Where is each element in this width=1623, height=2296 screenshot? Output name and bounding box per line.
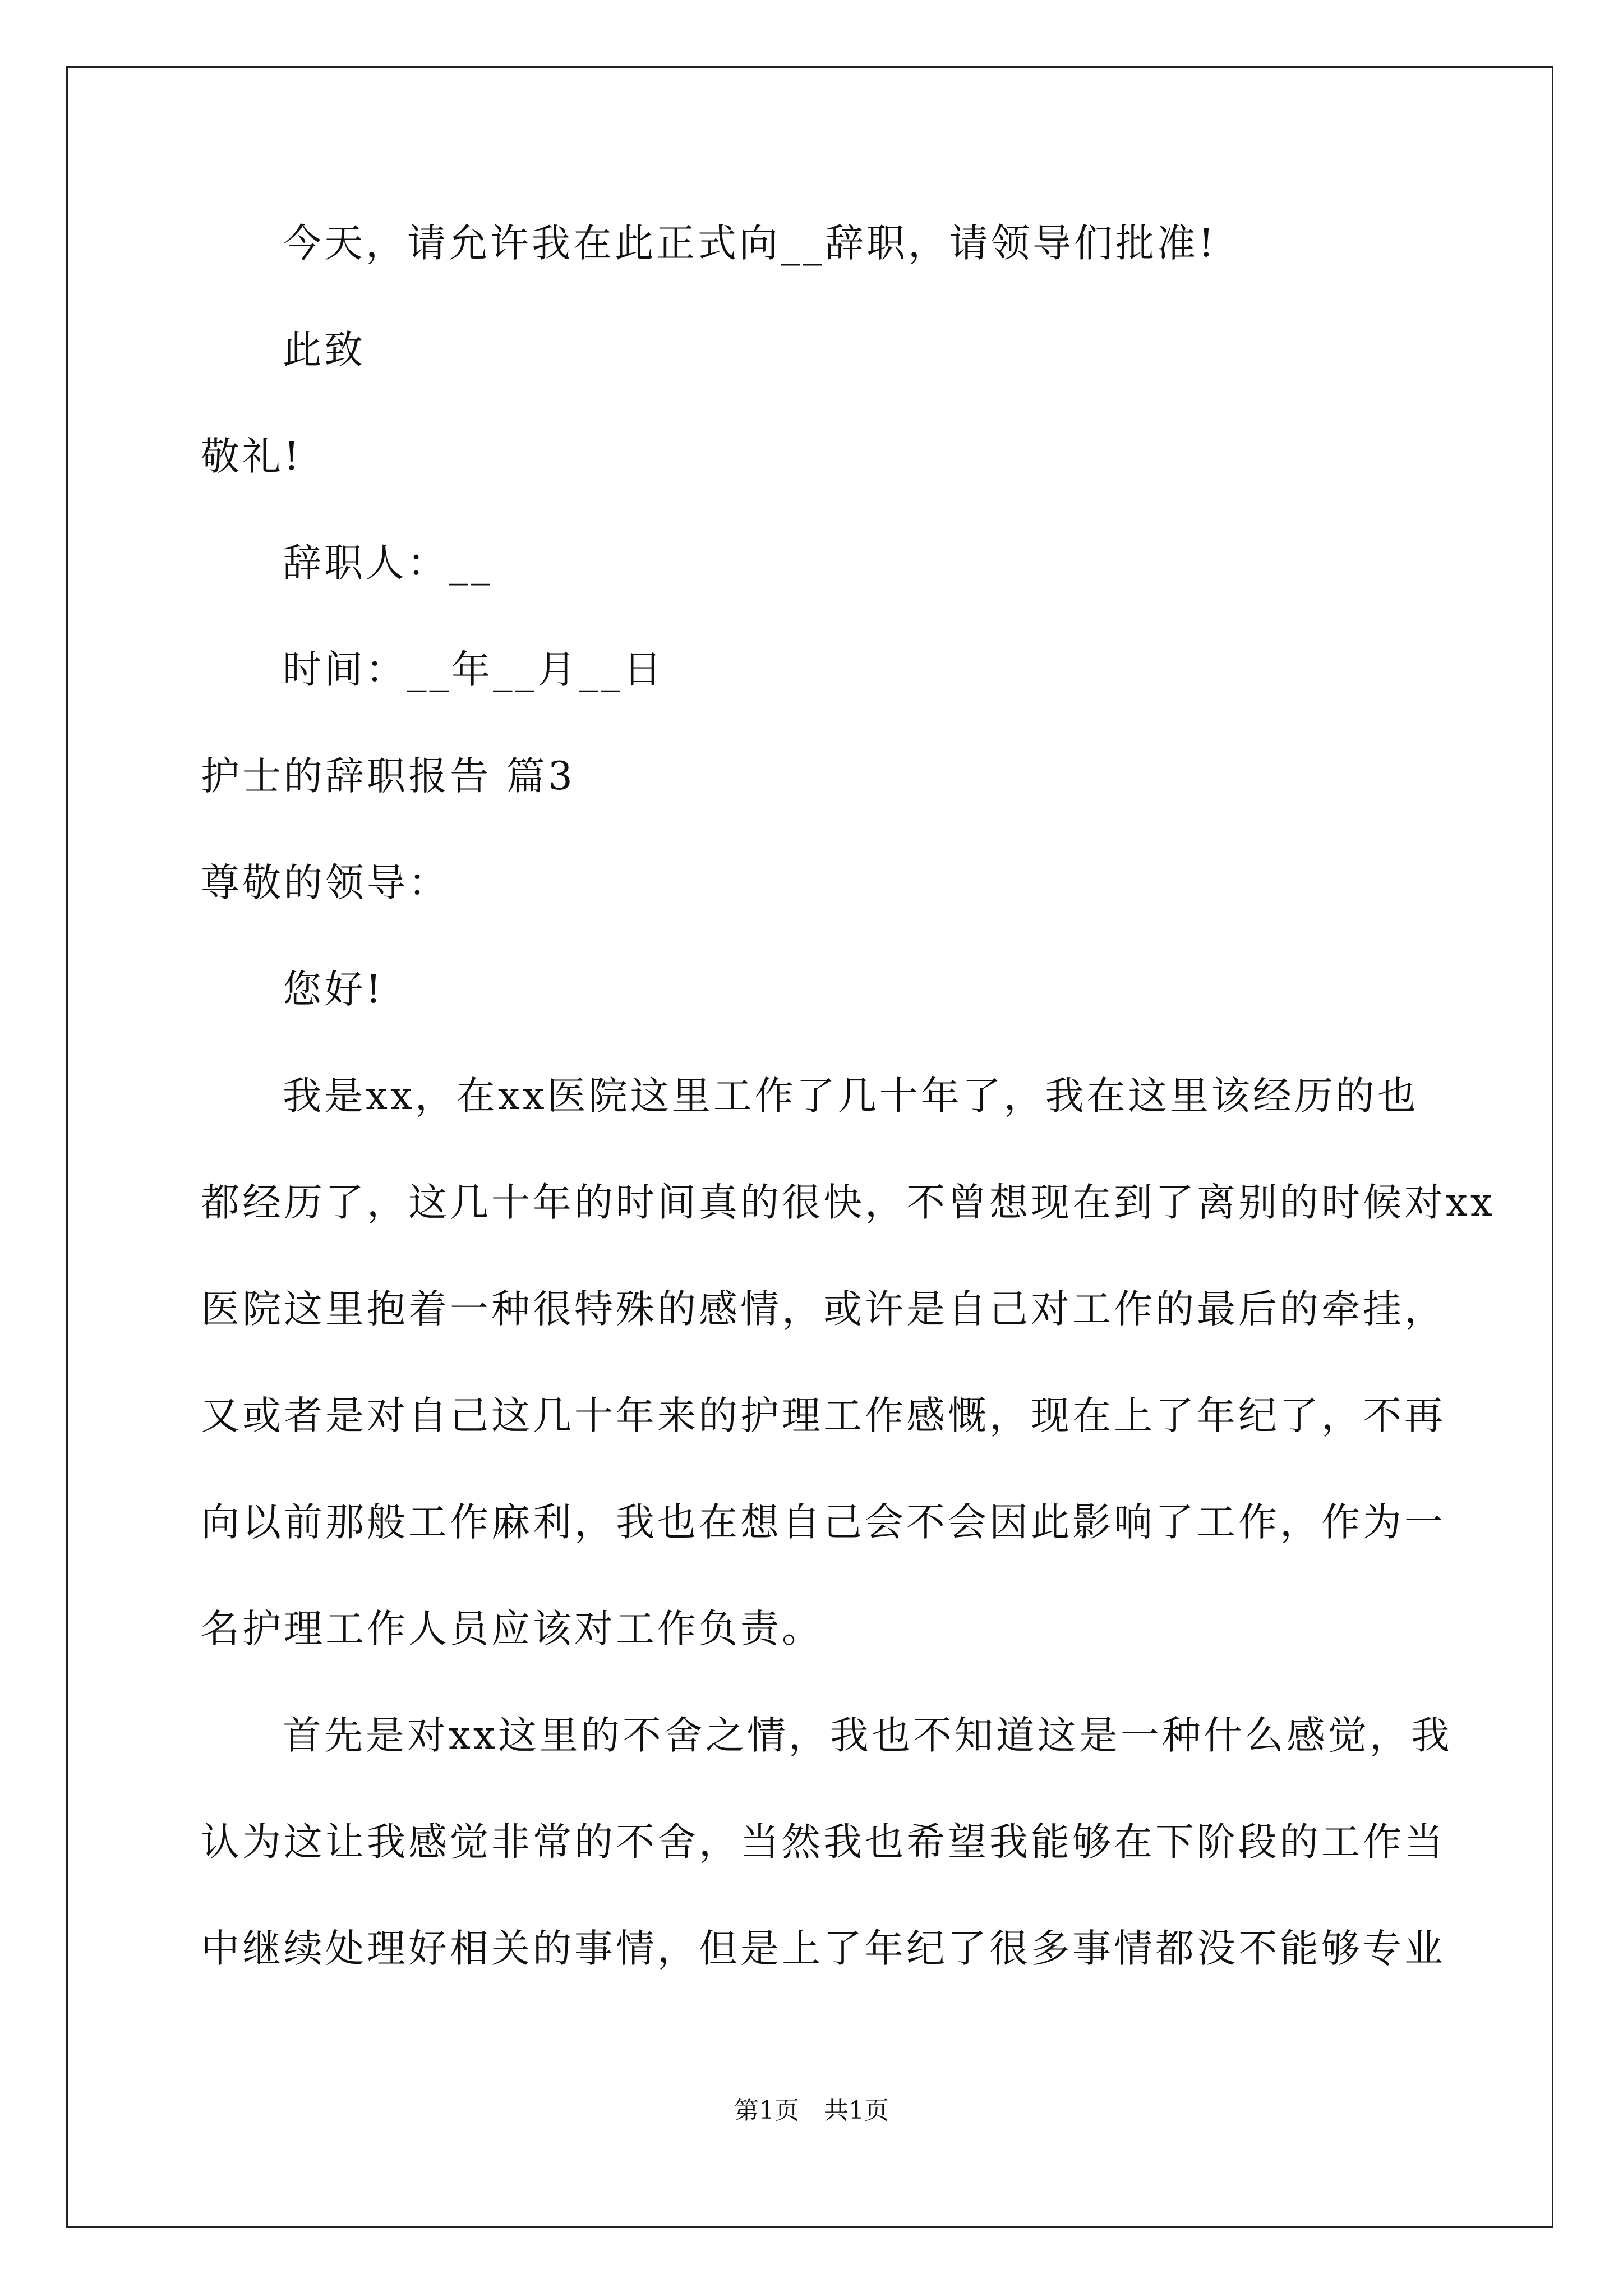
page-border: [66, 66, 1553, 2228]
section-heading: 护士的辞职报告 篇3: [201, 754, 575, 799]
paragraph-line: 今天，请允许我在此正式向__辞职，请领导们批准!: [283, 221, 1217, 266]
greeting-hello: 您好!: [283, 967, 384, 1012]
paragraph-line: 中继续处理好相关的事情，但是上了年纪了很多事情都没不能够专业: [201, 1926, 1446, 1971]
paragraph-line: 医院这里抱着一种很特殊的感情，或许是自己对工作的最后的牵挂，: [201, 1287, 1446, 1332]
paragraph-line: 我是xx，在xx医院这里工作了几十年了，我在这里该经历的也: [283, 1074, 1419, 1119]
closing-regards: 敬礼!: [201, 434, 302, 479]
closing-salutation: 此致: [283, 328, 366, 372]
date-line: 时间：__年__月__日: [283, 647, 665, 692]
greeting: 尊敬的领导：: [201, 861, 450, 905]
paragraph-line: 向以前那般工作麻利，我也在想自己会不会因此影响了工作，作为一: [201, 1500, 1446, 1545]
paragraph-line: 首先是对xx这里的不舍之情，我也不知道这是一种什么感觉，我: [283, 1713, 1453, 1758]
paragraph-line: 认为这让我感觉非常的不舍，当然我也希望我能够在下阶段的工作当: [201, 1820, 1446, 1865]
paragraph-line: 名护理工作人员应该对工作负责。: [201, 1607, 823, 1651]
paragraph-line: 都经历了，这几十年的时间真的很快，不曾想现在到了离别的时候对xx: [201, 1180, 1495, 1225]
signature-line: 辞职人：__: [283, 541, 493, 586]
paragraph-line: 又或者是对自己这几十年来的护理工作感慨，现在上了年纪了，不再: [201, 1393, 1446, 1438]
page-number-footer: 第1页 共1页: [734, 2096, 889, 2125]
